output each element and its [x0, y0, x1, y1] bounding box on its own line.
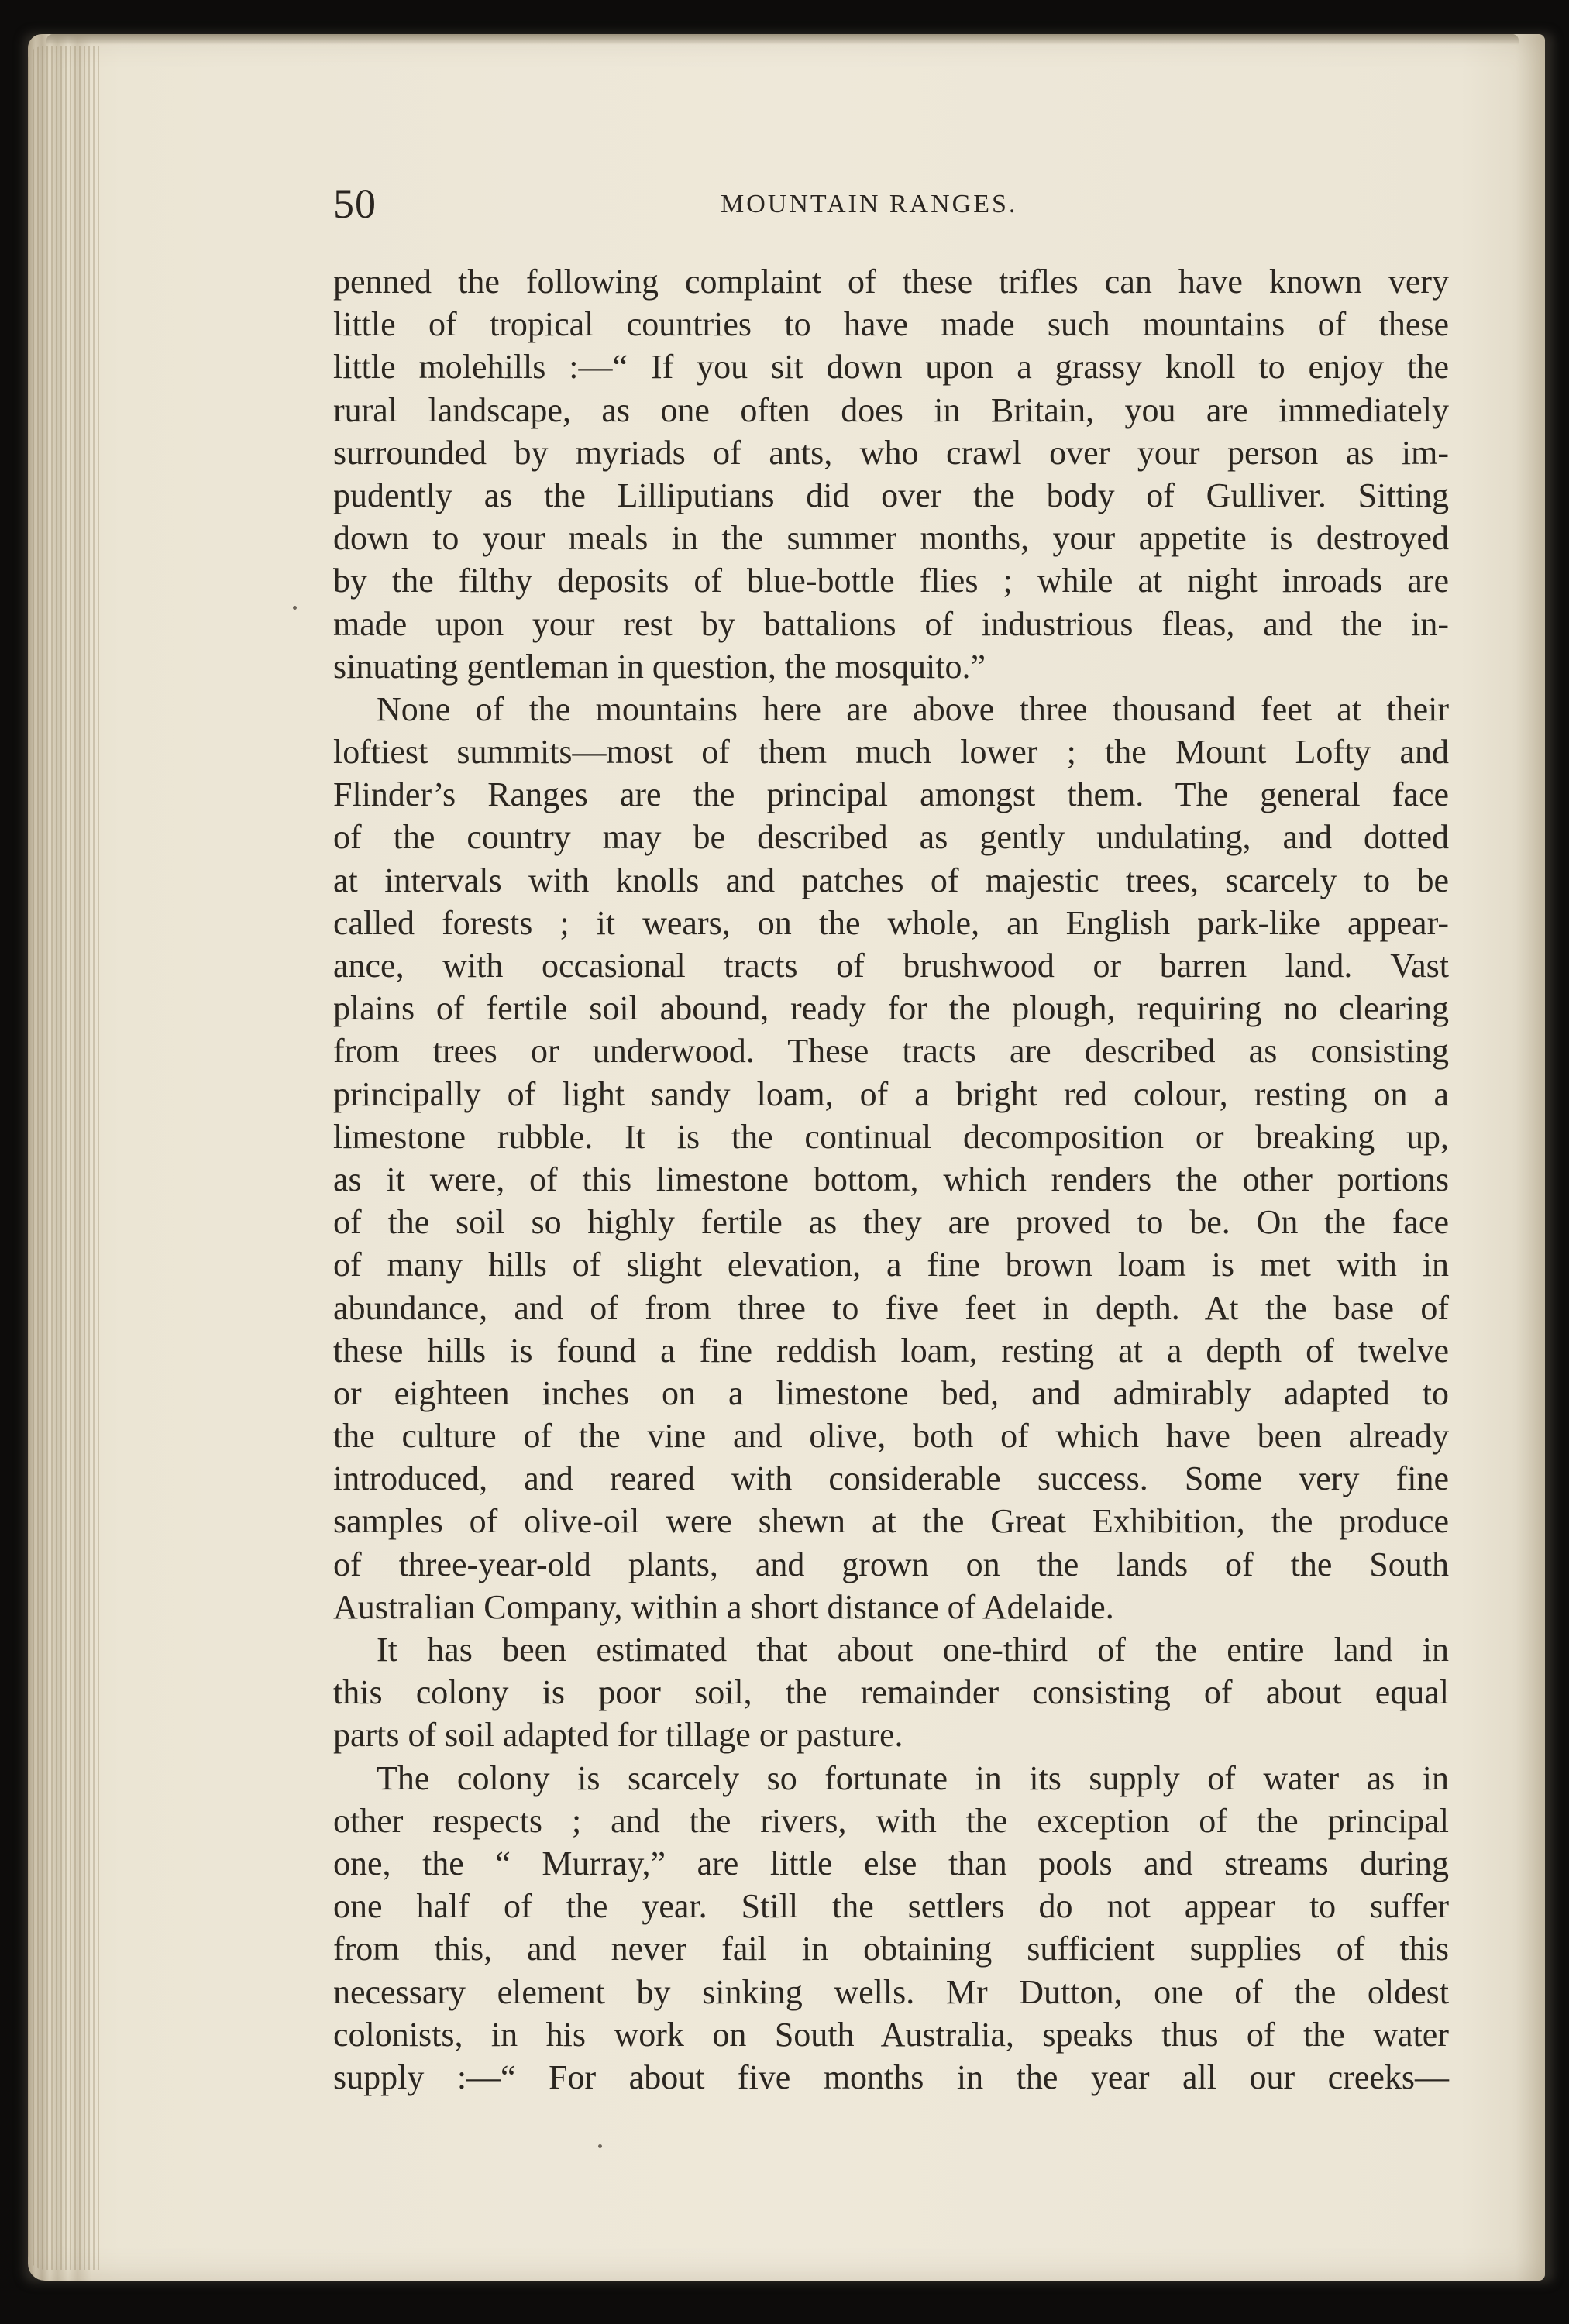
paper-speck [293, 606, 297, 610]
page-number: 50 [333, 180, 377, 227]
text-line: called forests ; it wears, on the whole, an English park-like appear- [333, 903, 1449, 942]
text-line: ance, with occasional tracts of brushwood or barren land. Vast [333, 947, 1449, 985]
text-line: from trees or underwood. These tracts are described as consisting [333, 1032, 1449, 1071]
paragraph-first-line: None of the mountains here are above three thousand feet at their [377, 689, 1449, 728]
text-line: colonists, in his work on South Australia, speaks thus of the water [333, 2015, 1449, 2054]
text-line: made upon your rest by battalions of industrious fleas, and the in- [333, 604, 1449, 643]
text-line: this colony is poor soil, the remainder consisting of about equal [333, 1673, 1449, 1712]
text-line: loftiest summits—most of them much lower ; the Mount Lofty and [333, 733, 1449, 772]
text-line: of three-year-old plants, and grown on the lands of the South [333, 1545, 1449, 1583]
text-line: of many hills of slight elevation, a fine brown loam is met with in [333, 1246, 1449, 1284]
text-line: little molehills :—“ If you sit down upon a grassy knoll to enjoy the [333, 348, 1449, 387]
text-line: abundance, and of from three to five feet in depth. At the base of [333, 1288, 1449, 1327]
text-line: down to your meals in the summer months, your appetite is destroyed [333, 519, 1449, 558]
text-line: by the filthy deposits of blue-bottle flies ; while at night inroads are [333, 562, 1449, 600]
body-text [333, 260, 1449, 2099]
text-line: little of tropical countries to have made such mountains of these [333, 305, 1449, 344]
running-head: MOUNTAIN RANGES. [721, 190, 1018, 218]
text-line: samples of olive-oil were shewn at the Great Exhibition, the produce [333, 1502, 1449, 1541]
text-line: Australian Company, within a short distance of Adelaide. [333, 1587, 1114, 1626]
text-line: of the soil so highly fertile as they are proved to be. On the face [333, 1203, 1449, 1242]
text-line: surrounded by myriads of ants, who crawl over your person as im- [333, 433, 1449, 472]
text-line: of the country may be described as gently undulating, and dotted [333, 818, 1449, 857]
text-line: these hills is found a fine reddish loam, resting at a depth of twelve [333, 1331, 1449, 1370]
page-top-edge [46, 34, 1519, 45]
text-line: supply :—“ For about five months in the year all our creeks— [333, 2058, 1449, 2096]
page-header [333, 177, 1449, 231]
text-line: from this, and never fail in obtaining sufficient supplies of this [333, 1930, 1449, 1968]
text-line: penned the following complaint of these trifles can have known very [333, 263, 1449, 301]
text-line: one, the “ Murray,” are little else than pools and streams during [333, 1844, 1449, 1882]
paragraph-first-line: The colony is scarcely so fortunate in its supply of water as in [377, 1758, 1449, 1797]
text-line: rural landscape, as one often does in Britain, you are immediately [333, 390, 1449, 429]
text-line: at intervals with knolls and patches of majestic trees, scarcely to be [333, 861, 1449, 899]
text-line: principally of light sandy loam, of a bright red colour, resting on a [333, 1074, 1449, 1113]
text-line: or eighteen inches on a limestone bed, and admirably adapted to [333, 1373, 1449, 1412]
text-line: necessary element by sinking wells. Mr Dutton, one of the oldest [333, 1972, 1449, 2011]
text-line: the culture of the vine and olive, both of which have been already [333, 1417, 1449, 1456]
text-line: pudently as the Lilliputians did over the body of Gulliver. Sitting [333, 476, 1449, 514]
text-line: sinuating gentleman in question, the mosquito.” [333, 647, 986, 686]
text-line: limestone rubble. It is the continual decomposition or breaking up, [333, 1117, 1449, 1156]
text-line: as it were, of this limestone bottom, which renders the other portions [333, 1160, 1449, 1198]
text-line: other respects ; and the rivers, with the exception of the principal [333, 1801, 1449, 1840]
text-line: Flinder’s Ranges are the principal amongst them. The general face [333, 775, 1449, 814]
text-line: one half of the year. Still the settlers do not appear to suffer [333, 1887, 1449, 1926]
text-line: introduced, and reared with considerable success. Some very fine [333, 1459, 1449, 1498]
paper-speck [598, 2144, 602, 2148]
text-line: parts of soil adapted for tillage or pasture. [333, 1716, 903, 1755]
text-line: plains of fertile soil abound, ready for the plough, requiring no clearing [333, 989, 1449, 1028]
paragraph-first-line: It has been estimated that about one-third of the entire land in [377, 1631, 1449, 1669]
